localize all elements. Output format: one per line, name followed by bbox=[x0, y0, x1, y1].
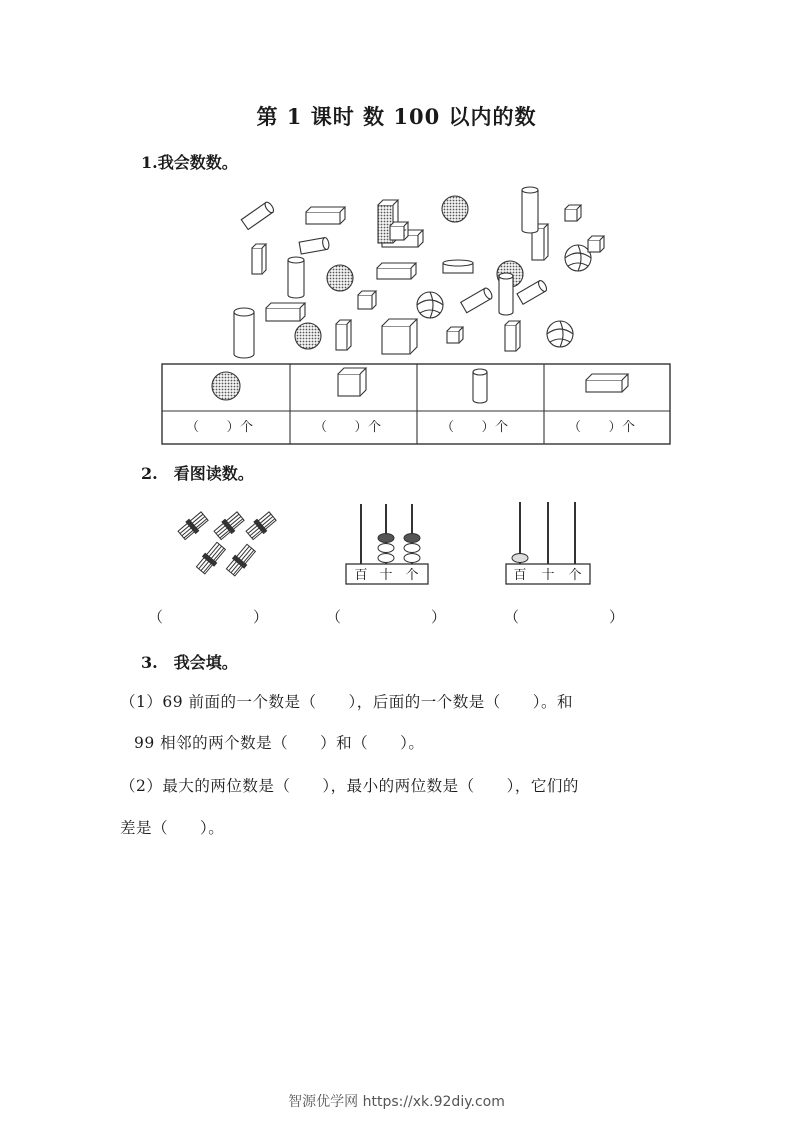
cylinder-icon bbox=[473, 369, 487, 403]
q3-line-4: 差是（ ）。 bbox=[120, 819, 225, 837]
cube-icon bbox=[358, 291, 376, 309]
cuboid-icon bbox=[505, 321, 520, 351]
q1-answer-sphere[interactable]: （ ）个 bbox=[186, 420, 254, 435]
sphere-icon bbox=[327, 265, 353, 291]
cuboid-icon bbox=[252, 244, 266, 274]
abacus2-label-tens: 十 bbox=[541, 568, 555, 583]
ball-icon bbox=[417, 292, 443, 318]
cuboid-icon bbox=[306, 207, 345, 224]
cube-icon bbox=[382, 319, 417, 354]
cylinder-icon bbox=[234, 308, 254, 358]
q2-answer-1[interactable]: （ ） bbox=[148, 608, 269, 626]
q3-heading: 3. 我会填。 bbox=[141, 653, 238, 672]
abacus2-label-hundreds: 百 bbox=[513, 568, 527, 583]
footer-watermark: 智源优学网 https://xk.92diy.com bbox=[288, 1094, 505, 1110]
cylinder-icon bbox=[461, 287, 494, 313]
abacus2-label-ones: 个 bbox=[568, 568, 582, 583]
read-numbers-figure bbox=[170, 498, 610, 590]
ball-icon bbox=[547, 321, 573, 347]
cuboid-icon bbox=[586, 374, 628, 392]
q1-answer-cuboid[interactable]: （ ）个 bbox=[568, 420, 636, 435]
q2-answer-3[interactable]: （ ） bbox=[504, 608, 625, 626]
cube-icon bbox=[338, 368, 366, 396]
cylinder-icon bbox=[499, 273, 513, 315]
q2-answer-2[interactable]: （ ） bbox=[326, 608, 447, 626]
cuboid-icon bbox=[336, 320, 351, 350]
abacus1-label-tens: 十 bbox=[379, 568, 393, 583]
cube-icon bbox=[447, 327, 463, 343]
cylinder-icon bbox=[241, 201, 275, 230]
shapes-counting-figure bbox=[140, 178, 690, 448]
stick-bundles-icon bbox=[177, 510, 278, 577]
cube-icon bbox=[588, 236, 604, 252]
cuboid-icon bbox=[266, 303, 305, 321]
q1-heading: 1.我会数数。 bbox=[141, 153, 238, 172]
q3-line-3: （2）最大的两位数是（ ），最小的两位数是（ ），它们的 bbox=[120, 777, 579, 795]
cuboid-icon bbox=[377, 263, 416, 279]
abacus1-label-hundreds: 百 bbox=[354, 568, 368, 583]
sphere-icon bbox=[295, 323, 321, 349]
cylinder-icon bbox=[517, 279, 548, 304]
sphere-icon bbox=[442, 196, 468, 222]
q3-line-2: 99 相邻的两个数是（ ）和（ ）。 bbox=[134, 734, 425, 752]
q1-answer-cube[interactable]: （ ）个 bbox=[314, 420, 382, 435]
cylinder-icon bbox=[443, 260, 473, 273]
cylinder-icon bbox=[299, 237, 330, 254]
q2-heading: 2. 看图读数。 bbox=[141, 464, 254, 483]
page-title: 第 1 课时 数 100 以内的数 bbox=[256, 104, 537, 129]
sphere-icon bbox=[212, 372, 240, 400]
cube-icon bbox=[565, 205, 581, 221]
q3-line-1: （1）69 前面的一个数是（ ），后面的一个数是（ ）。和 bbox=[120, 693, 574, 711]
abacus1-label-ones: 个 bbox=[405, 568, 419, 583]
cylinder-icon bbox=[288, 257, 304, 298]
ball-icon bbox=[565, 245, 591, 271]
cylinder-icon bbox=[522, 187, 538, 233]
q1-answer-cylinder[interactable]: （ ）个 bbox=[441, 420, 509, 435]
